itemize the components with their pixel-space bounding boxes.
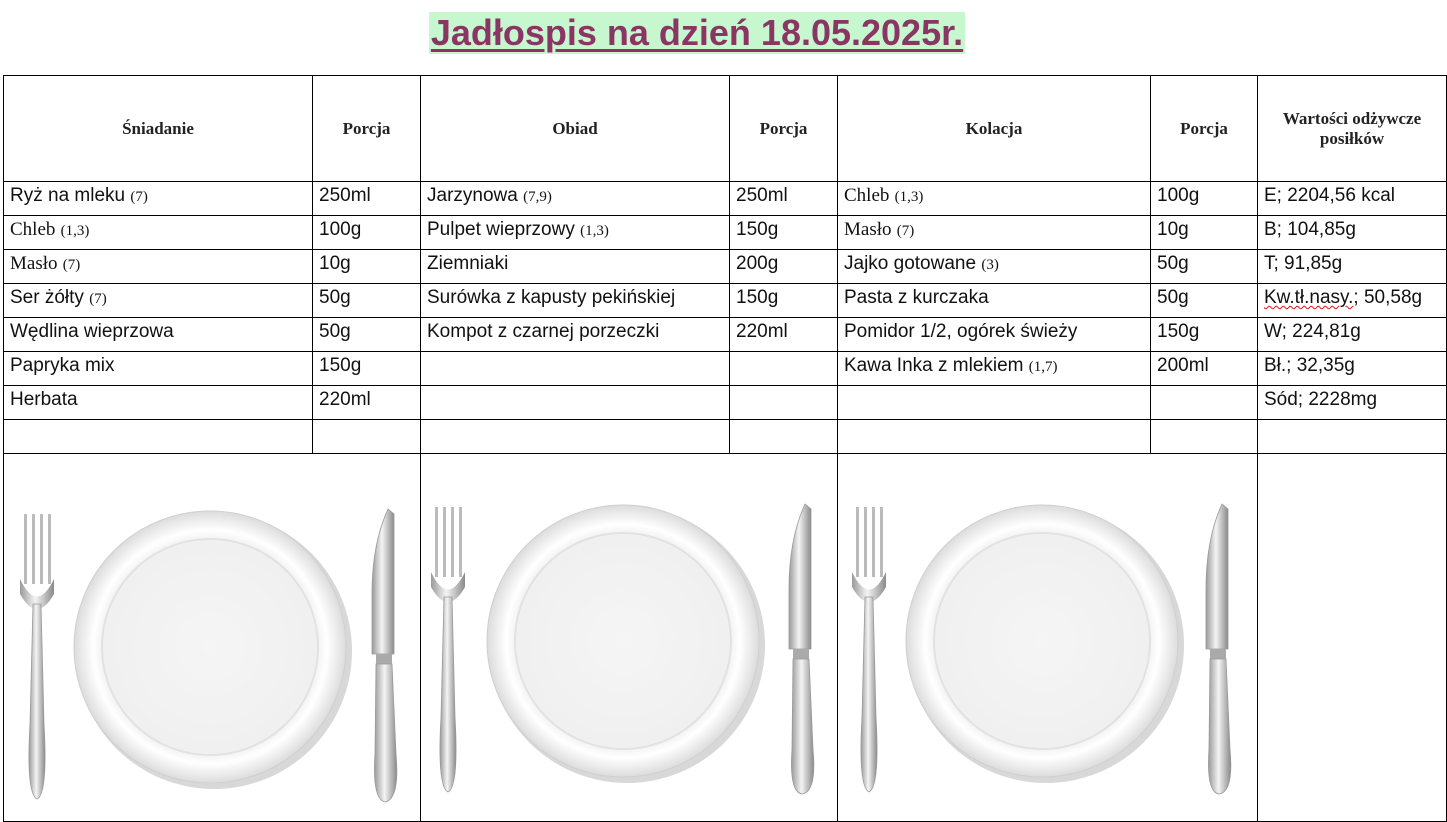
place-setting-image xyxy=(838,454,1258,821)
lunch-item xyxy=(421,352,730,386)
header-row xyxy=(4,76,1447,182)
knife-icon xyxy=(1206,504,1231,794)
dinner-item xyxy=(838,318,1151,352)
table-row-empty xyxy=(4,420,1447,454)
plate-icon xyxy=(906,505,1184,783)
item-name: Pasta z kurczaka xyxy=(844,287,989,308)
empty-cell xyxy=(1151,420,1258,454)
item-name: Chleb xyxy=(10,219,56,240)
breakfast-portion: 150g xyxy=(313,352,421,386)
dinner-portion: 100g xyxy=(1151,182,1258,216)
item-name: Wędlina wieprzowa xyxy=(10,321,174,342)
plate-icon xyxy=(487,505,765,783)
dinner-item xyxy=(838,182,1151,216)
item-name: Papryka mix xyxy=(10,355,115,376)
header-lunch: Obiad xyxy=(421,76,730,182)
breakfast-portion: 50g xyxy=(313,318,421,352)
lunch-portion xyxy=(730,386,838,420)
breakfast-item xyxy=(4,386,313,420)
breakfast-item xyxy=(4,284,313,318)
dinner-item xyxy=(838,284,1151,318)
breakfast-portion: 50g xyxy=(313,284,421,318)
dinner-portion: 200ml xyxy=(1151,352,1258,386)
allergens: (1,3) xyxy=(60,223,90,239)
dinner-item xyxy=(838,250,1151,284)
lunch-item xyxy=(421,284,730,318)
nutrition-empty-cell xyxy=(1258,454,1447,822)
menu-table xyxy=(3,75,1447,822)
table-row xyxy=(4,352,1447,386)
table-row xyxy=(4,318,1447,352)
fork-icon xyxy=(852,507,886,792)
dinner-place-setting xyxy=(838,454,1258,822)
allergens: (3) xyxy=(981,257,999,273)
lunch-item xyxy=(421,250,730,284)
item-name: Ziemniaki xyxy=(427,253,509,274)
nutrition-value xyxy=(1258,284,1447,318)
table-row xyxy=(4,386,1447,420)
nutrition-value: Bł.; 32,35g xyxy=(1258,352,1447,386)
header-breakfast: Śniadanie xyxy=(4,76,313,182)
lunch-place-setting xyxy=(421,454,838,822)
breakfast-place-setting xyxy=(4,454,421,822)
allergens: (7,9) xyxy=(523,189,552,205)
lunch-portion: 250ml xyxy=(730,182,838,216)
table-row xyxy=(4,250,1447,284)
item-name: Pulpet wieprzowy xyxy=(427,219,575,240)
item-name: Masło xyxy=(844,219,892,240)
knife-icon xyxy=(789,504,814,794)
allergens: (7) xyxy=(89,291,107,307)
breakfast-item xyxy=(4,216,313,250)
allergens: (1,3) xyxy=(894,189,924,205)
header-portion-breakfast: Porcja xyxy=(313,76,421,182)
empty-cell xyxy=(313,420,421,454)
dinner-portion: 10g xyxy=(1151,216,1258,250)
lunch-portion: 150g xyxy=(730,284,838,318)
breakfast-item xyxy=(4,182,313,216)
place-setting-image xyxy=(4,454,421,821)
lunch-portion: 150g xyxy=(730,216,838,250)
place-setting-image xyxy=(421,454,838,821)
lunch-item xyxy=(421,386,730,420)
item-name: Pomidor 1/2, ogórek świeży xyxy=(844,321,1078,342)
nutrition-value: E; 2204,56 kcal xyxy=(1258,182,1447,216)
item-name: Kawa Inka z mlekiem xyxy=(844,355,1024,376)
empty-cell xyxy=(838,420,1151,454)
header-portion-dinner: Porcja xyxy=(1151,76,1258,182)
empty-cell xyxy=(1258,420,1447,454)
dinner-portion: 150g xyxy=(1151,318,1258,352)
dinner-item xyxy=(838,386,1151,420)
empty-cell xyxy=(421,420,730,454)
item-name: Jajko gotowane xyxy=(844,253,977,274)
item-name: Ser żółty xyxy=(10,287,84,308)
nutrition-value: T; 91,85g xyxy=(1258,250,1447,284)
item-name: Surówka z kapusty pekińskiej xyxy=(427,287,676,308)
breakfast-item xyxy=(4,352,313,386)
allergens: (1,3) xyxy=(580,223,609,239)
breakfast-item xyxy=(4,250,313,284)
image-row xyxy=(4,454,1447,822)
fork-icon xyxy=(20,514,54,799)
dinner-portion: 50g xyxy=(1151,284,1258,318)
fork-icon xyxy=(431,507,465,792)
knife-icon xyxy=(372,509,397,802)
allergens: (7) xyxy=(130,189,148,205)
nutrition-value: W; 224,81g xyxy=(1258,318,1447,352)
header-dinner: Kolacja xyxy=(838,76,1151,182)
item-name: Jarzynowa xyxy=(427,185,518,206)
breakfast-portion: 220ml xyxy=(313,386,421,420)
table-row xyxy=(4,182,1447,216)
nutrition-value: B; 104,85g xyxy=(1258,216,1447,250)
item-name: Masło xyxy=(10,253,58,274)
breakfast-item xyxy=(4,318,313,352)
breakfast-portion: 10g xyxy=(313,250,421,284)
nutrition-label: Kw.tł.nasy. xyxy=(1264,287,1354,308)
empty-cell xyxy=(4,420,313,454)
item-name: Chleb xyxy=(844,185,890,206)
table-row xyxy=(4,284,1447,318)
header-portion-lunch: Porcja xyxy=(730,76,838,182)
lunch-item xyxy=(421,216,730,250)
nutrition-amount: ; 50,58g xyxy=(1353,287,1423,308)
plate-icon xyxy=(74,511,352,789)
item-name: Kompot z czarnej porzeczki xyxy=(427,321,660,342)
dinner-portion xyxy=(1151,386,1258,420)
item-name: Herbata xyxy=(10,389,78,410)
table-row xyxy=(4,216,1447,250)
breakfast-portion: 250ml xyxy=(313,182,421,216)
header-nutrition: Wartości odżywcze posiłków xyxy=(1258,76,1447,182)
dinner-item xyxy=(838,352,1151,386)
empty-cell xyxy=(730,420,838,454)
item-name: Ryż na mleku xyxy=(10,185,126,206)
breakfast-portion: 100g xyxy=(313,216,421,250)
page-title: Jadłospis na dzień 18.05.2025r. xyxy=(430,12,964,53)
lunch-portion: 200g xyxy=(730,250,838,284)
lunch-item xyxy=(421,318,730,352)
allergens: (7) xyxy=(62,257,81,273)
lunch-portion xyxy=(730,352,838,386)
dinner-portion: 50g xyxy=(1151,250,1258,284)
dinner-item xyxy=(838,216,1151,250)
lunch-item xyxy=(421,182,730,216)
allergens: (1,7) xyxy=(1028,359,1058,375)
lunch-portion: 220ml xyxy=(730,318,838,352)
allergens: (7) xyxy=(896,223,915,239)
title-wrap xyxy=(0,12,1394,54)
nutrition-value: Sód; 2228mg xyxy=(1258,386,1447,420)
